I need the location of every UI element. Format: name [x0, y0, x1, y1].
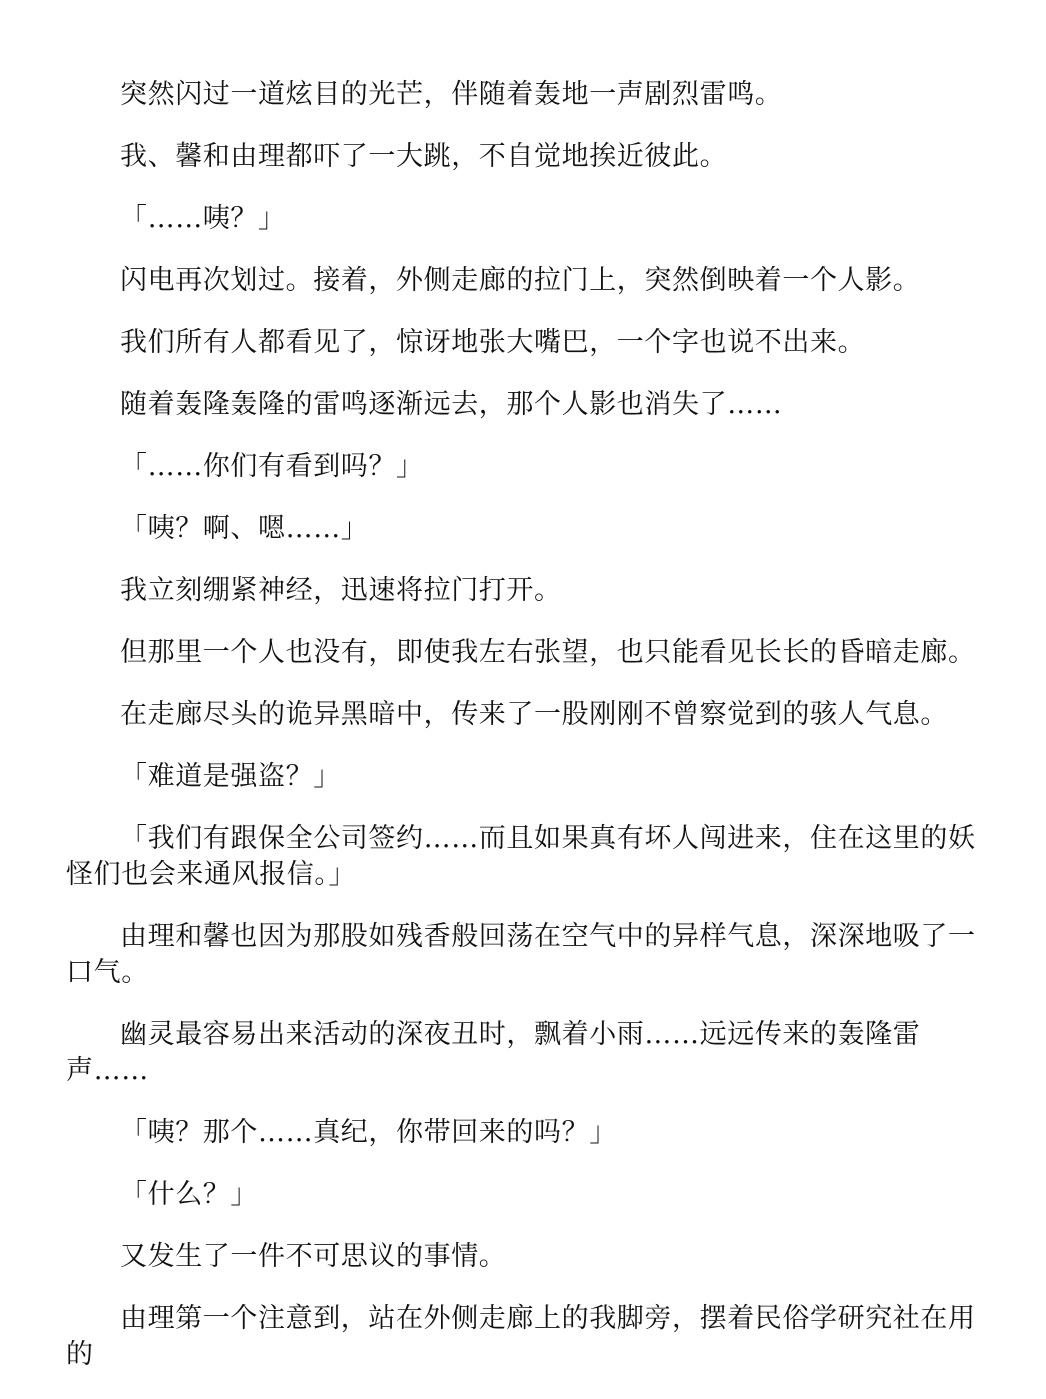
paragraph: 我立刻绷紧神经，迅速将拉门打开。 [120, 575, 562, 606]
paragraph: 随着轰隆轰隆的雷鸣逐渐远去，那个人影也消失了…… [120, 389, 783, 420]
paragraph: 又发生了一件不可思议的事情。 [120, 1241, 507, 1272]
paragraph: 「难道是强盗？」 [120, 761, 341, 792]
paragraph: 突然闪过一道炫目的光芒，伴随着轰地一声剧烈雷鸣。 [120, 79, 783, 110]
paragraph: 我、馨和由理都吓了一大跳，不自觉地挨近彼此。 [120, 141, 728, 172]
paragraph: 由理第一个注意到，站在外侧走廊上的我脚旁，摆着民俗学研究社在用的 [66, 1303, 976, 1370]
paragraph: 「我们有跟保全公司签约……而且如果真有坏人闯进来，住在这里的妖怪们也会来通风报信。」 [66, 823, 976, 890]
paragraph: 闪电再次划过。接着，外侧走廊的拉门上，突然倒映着一个人影。 [120, 265, 921, 296]
paragraph: 「什么？」 [120, 1179, 258, 1210]
paragraph: 幽灵最容易出来活动的深夜丑时，飘着小雨……远远传来的轰隆雷声…… [66, 1019, 921, 1086]
paragraph: 「……你们有看到吗？」 [120, 451, 424, 482]
paragraph: 「……咦？」 [120, 203, 286, 234]
paragraph: 「咦？那个……真纪，你带回来的吗？」 [120, 1117, 617, 1148]
paragraph: 「咦？啊、嗯……」 [120, 513, 369, 544]
paragraph: 我们所有人都看见了，惊讶地张大嘴巴，一个字也说不出来。 [120, 327, 866, 358]
paragraph: 在走廊尽头的诡异黑暗中，传来了一股刚刚不曾察觉到的骇人气息。 [120, 699, 948, 730]
paragraph: 由理和馨也因为那股如残香般回荡在空气中的异样气息，深深地吸了一口气。 [66, 921, 976, 988]
document-body [66, 77, 986, 1399]
paragraph: 但那里一个人也没有，即使我左右张望，也只能看见长长的昏暗走廊。 [120, 637, 976, 668]
